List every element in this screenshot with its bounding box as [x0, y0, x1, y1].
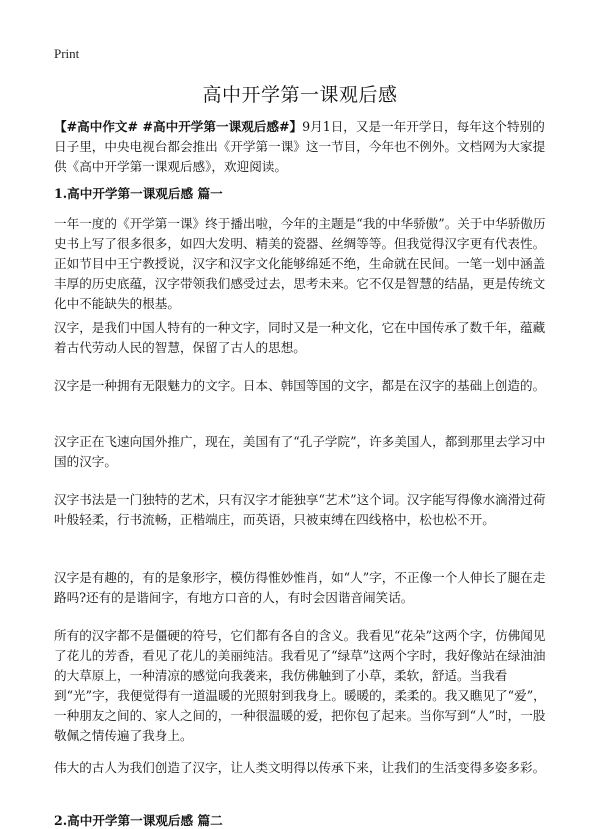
paragraph: 汉字是有趣的，有的是象形字，模仿得惟妙惟肖，如“人”字，不正像一个人伸长了腿在走路吗?还有的是谐间字，有地方口音的人，有时会因谐音闹笑话。: [54, 570, 546, 605]
paragraph: 伟大的古人为我们创造了汉字，让人类文明得以传承下来，让我们的生活变得多姿多彩。: [54, 760, 546, 775]
paragraph: 所有的汉字都不是僵硬的符号，它们都有各自的含义。我看见“花朵”这两个字，仿佛闻见了花儿的芳香，看见了花儿的美丽纯洁。我看见了“绿草”这两个字时，我好像站在绿油油的大草原上，一种清凉的感觉向我袭来，我仿佛触到了小草，柔软，舒适。当我看到“光”字，我便觉得有一道温暖的光照射到我身上。暖暖的，柔柔的。我又瞧见了“爱”，一种朋友之间的、家人之间的，一种很温暖的爱，把你包了起来。当你写到“人”时，一股敬佩之情传遍了我身上。: [54, 628, 546, 743]
intro-paragraph: [54, 117, 550, 177]
intro-tags: 【#高中作文# #高中开学第一课观后感#】: [54, 119, 303, 134]
intro-text: 9月1日，又是一年开学日，每年这个特别的日子里，中央电视台都会推出《开学第一课》这一节目，今年也不例外。文档网为大家提供《高中开学第一课观后感》，欢迎阅读。: [54, 119, 546, 174]
paragraph: 汉字正在飞速向国外推广，现在，美国有了“孔子学院”，许多美国人，都到那里去学习中国的汉字。: [54, 434, 546, 469]
document-title: 高中开学第一课观后感: [202, 84, 398, 106]
paragraph: 汉字书法是一门独特的艺术，只有汉字才能独享“艺术”这个词。汉字能写得像水滴滑过荷叶般轻柔，行书流畅，正楷端庄，而英语，只被束缚在四线格中，松也松不开。: [54, 492, 546, 527]
paragraph: 汉字是一种拥有无限魅力的文字。日本、韩国等国的文字，都是在汉字的基础上创造的。: [54, 378, 546, 393]
paragraph: 一年一度的《开学第一课》终于播出啦，今年的主题是“我的中华骄傲”。关于中华骄傲历史书上写了很多很多，如四大发明、精美的瓷器、丝绸等等。但我觉得汉字更有代表性。正如节目中王宁教授说，汉字和汉字文化能够绵延不绝，生命就在民间。一笔一划中涵盖丰厚的历史底蕴，汉字带领我们感受过去，思考未来。它不仅是智慧的结晶，更是传统文化中不能缺失的根基。: [54, 216, 546, 311]
section-heading-2: 2.高中开学第一课观后感 篇二: [54, 813, 223, 828]
section-heading-1: 1.高中开学第一课观后感 篇一: [54, 186, 223, 201]
paragraph: 汉字，是我们中国人特有的一种文字，同时又是一种文化，它在中国传承了数千年，蕴藏着古代劳动人民的智慧，保留了古人的思想。: [54, 320, 546, 355]
print-label: Print: [54, 46, 80, 61]
